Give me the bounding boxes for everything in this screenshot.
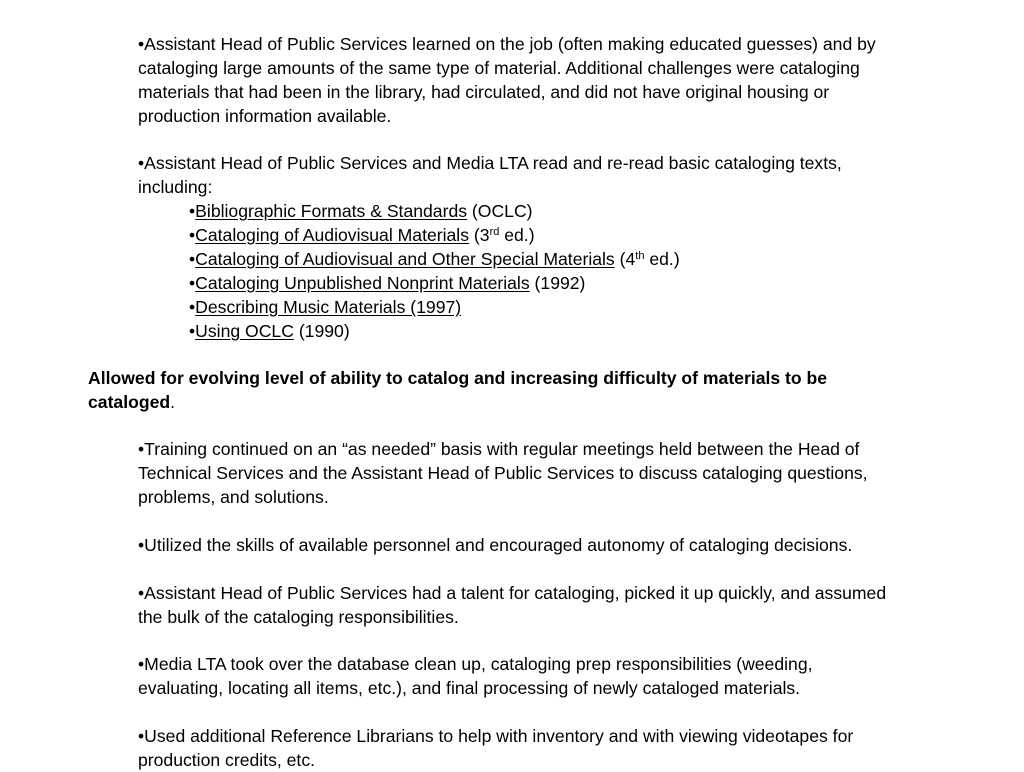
cataloging-texts-list [189,199,680,343]
bullet-paragraph-talent [138,581,886,629]
bullet-icon: • [189,273,196,293]
bullet-icon: • [189,249,196,269]
bullet-paragraph-learned-on-job [138,32,876,128]
paragraph-line: the bulk of the cataloging responsibilities. [138,607,459,627]
list-item: •Bibliographic Formats & Standards (OCLC) [189,201,533,221]
list-item: •Cataloging of Audiovisual Materials (3rd ed.) [189,225,535,245]
book-title-link[interactable]: Using OCLC [195,321,294,341]
paragraph-line: •Media LTA took over the database clean up, cataloging prep responsibilities (weeding, [138,654,813,674]
paragraph-line: cataloging large amounts of the same type of material. Additional challenges were cataloging [138,58,860,78]
bullet-icon: • [138,726,145,746]
list-item: •Cataloging of Audiovisual and Other Special Materials (4th ed.) [189,249,680,269]
bullet-icon: • [189,201,196,221]
paragraph-line: •Used additional Reference Librarians to help with inventory and with viewing videotapes for [138,726,854,746]
bullet-icon: • [138,439,145,459]
book-title-link[interactable]: Describing Music Materials (1997) [195,297,462,317]
paragraph-line: Technical Services and the Assistant Head of Public Services to discuss cataloging questions, [138,463,868,483]
section-heading [88,366,827,414]
paragraph-line: including: [138,177,213,197]
paragraph-line: •Assistant Head of Public Services had a talent for cataloging, picked it up quickly, and assumed [138,583,887,603]
paragraph-line: problems, and solutions. [138,487,329,507]
bullet-icon: • [189,321,196,341]
book-title-link[interactable]: Cataloging Unpublished Nonprint Materials [195,273,530,293]
bullet-icon: • [138,654,145,674]
list-item: •Cataloging Unpublished Nonprint Materials (1992) [189,273,586,293]
bullet-icon: • [138,153,145,173]
bullet-icon: • [138,34,145,54]
bullet-paragraph-training [138,437,868,509]
book-title-link[interactable]: Bibliographic Formats & Standards [195,201,468,221]
paragraph-line: •Assistant Head of Public Services and Media LTA read and re-read basic cataloging texts, [138,153,842,173]
paragraph-line: production information available. [138,106,392,126]
bullet-paragraph-basic-texts [138,151,842,199]
list-item: •Using OCLC (1990) [189,321,350,341]
book-title-link[interactable]: Cataloging of Audiovisual Materials [195,225,470,245]
bullet-icon: • [189,225,196,245]
paragraph-line: production credits, etc. [138,750,316,770]
paragraph-line: •Utilized the skills of available personnel and encouraged autonomy of cataloging decisions. [138,535,853,555]
paragraph-line: evaluating, locating all items, etc.), and final processing of newly cataloged materials. [138,678,801,698]
heading-line: cataloged. [88,392,176,412]
list-item [189,295,680,319]
paragraph-line: •Assistant Head of Public Services learned on the job (often making educated guesses) and by [138,34,876,54]
bullet-paragraph-reference-librarians [138,724,853,772]
heading-line: Allowed for evolving level of ability to catalog and increasing difficulty of materials to be [88,368,828,388]
book-title-link[interactable]: Cataloging of Audiovisual and Other Special Materials [195,249,615,269]
paragraph-line: •Training continued on an “as needed” basis with regular meetings held between the Head of [138,439,860,459]
paragraph-line: materials that had been in the library, had circulated, and did not have original housing or [138,82,830,102]
bullet-icon: • [189,297,196,317]
bullet-paragraph-personnel [138,533,852,557]
bullet-icon: • [138,583,145,603]
bullet-paragraph-media-lta [138,652,813,700]
bullet-icon: • [138,535,145,555]
